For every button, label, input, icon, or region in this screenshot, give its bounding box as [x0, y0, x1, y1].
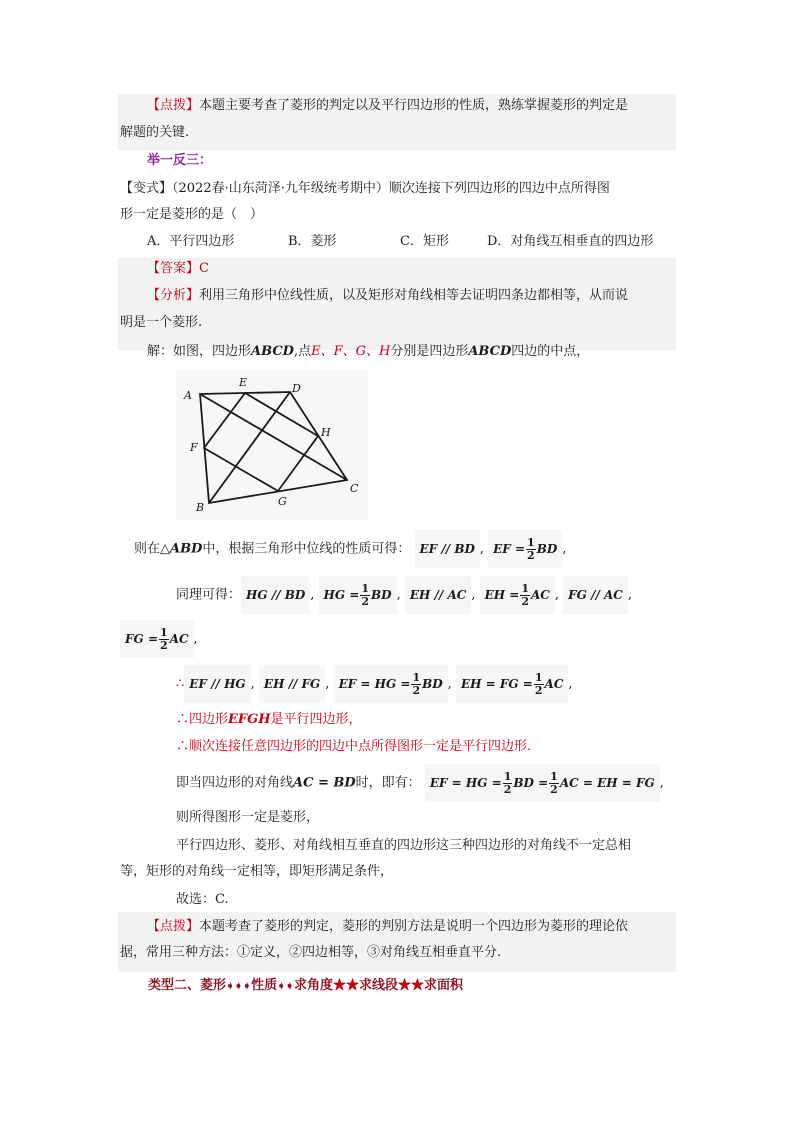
option-a: A．平行四边形 — [147, 234, 235, 249]
math-all-equal: EF = HG = $\frac{1}{2}$ BD = $\frac{1}{2}$ AC = EH = FG — [425, 764, 660, 802]
tip1-text-a: 本题主要考查了菱形的判定以及平行四边形的性质，熟练掌握菱形的判定是 — [199, 98, 629, 113]
solution-line10: 故选：C. — [176, 892, 229, 907]
line5-a: ∴四边形 — [176, 712, 229, 727]
line5-b: 是平行四边形， — [270, 712, 362, 727]
math-hg-parallel-bd: HG // BD — [241, 576, 310, 614]
line1-a: 则在 — [134, 541, 161, 557]
label-a: A — [184, 389, 192, 402]
midpoints: E、F、G、H — [311, 344, 391, 359]
solution-line8: 则所得图形一定是菱形， — [176, 810, 320, 825]
answer-line — [147, 260, 209, 278]
line1-b: 中，根据三角形中位线的性质可得： — [202, 541, 411, 557]
quad-abcd-2: ABCD — [468, 344, 512, 359]
arrow-icon-1: ➧➧➧ — [226, 981, 252, 992]
option-b: B．菱形 — [288, 234, 337, 249]
math-ac-eq-bd: AC = BD — [293, 775, 356, 791]
variant-line2 — [120, 206, 263, 224]
math-eh-half-ac: EH = $\frac{1}{2}$ AC — [480, 576, 555, 614]
answer-value: C — [199, 261, 209, 276]
label-c: C — [350, 482, 359, 495]
math-ef-parallel-bd: EF // BD — [415, 530, 480, 568]
star-icons-1: ★★ — [332, 978, 359, 993]
solution-line9a: 平行四边形、菱形、对角线相互垂直的四边形这三种四边形的对角线不一定总相 — [176, 838, 632, 853]
property-label: 性质 — [251, 978, 278, 993]
analysis-line2 — [120, 314, 202, 332]
find-area-label: 求面积 — [424, 978, 464, 993]
label-e: E — [239, 376, 248, 389]
solution-intro — [147, 343, 589, 361]
tip1-line1 — [147, 97, 628, 115]
tip1-text-b: 解题的关键. — [120, 125, 190, 140]
tip1-label: 【点拨】 — [147, 98, 200, 113]
answer-label: 【答案】 — [147, 261, 200, 276]
solution-line9b: 等，矩形的对角线一定相等，即矩形满足条件， — [120, 864, 394, 879]
math-eh-fg-half-ac: EH = FG = $\frac{1}{2}$ AC — [456, 665, 568, 703]
line7-a: 即当四边形的对角线 — [176, 775, 294, 791]
option-d: D．对角线互相垂直的四边形 — [487, 234, 654, 249]
therefore-1: ∴ — [176, 676, 185, 692]
math-ef-parallel-hg: EF // HG — [184, 665, 250, 703]
solution-intro-a: 解：如图，四边形 — [147, 344, 252, 359]
line2-a: 同理可得： — [176, 587, 242, 603]
solution-line6: ∴顺次连接任意四边形的四边中点所得图形一定是平行四边形. — [176, 739, 532, 754]
solution-line2: 同理可得： HG // BD , HG = $\frac{1}{2}$ BD , EH // AC , EH = $\frac{1}{2}$ AC , FG // AC , — [176, 576, 632, 610]
math-eh-parallel-fg: EH // FG — [259, 665, 325, 703]
label-g: G — [278, 495, 287, 508]
solution-line4: ∴ EF // HG , EH // FG , EF = HG = $\frac{1}{2}$ BD , EH = FG = $\frac{1}{2}$ AC , — [176, 665, 573, 699]
quadrilateral-figure — [176, 370, 368, 520]
tip1-line2 — [120, 124, 189, 142]
solution-intro-b: ,点 — [293, 344, 312, 359]
quad-efgh: EFGH — [228, 712, 271, 727]
math-fg-parallel-ac: FG // AC — [563, 576, 628, 614]
variant-line1 — [120, 180, 610, 198]
tip2-text-a: 本题考查了菱形的判定，菱形的判别方法是说明一个四边形为菱形的理论依 — [199, 919, 629, 934]
solution-line7: 即当四边形的对角线AC = BD时，即有： EF = HG = $\frac{1}{2}$ BD = $\frac{1}{2}$ AC = EH = FG , — [176, 764, 664, 798]
quad-abcd: ABCD — [251, 344, 294, 359]
tip2-label: 【点拨】 — [147, 919, 200, 934]
section-heading: 举一反三： — [147, 153, 213, 168]
solution-line5 — [176, 711, 362, 729]
analysis-text-a: 利用三角形中位线性质，以及矩形对角线相等去证明四条边都相等，从而说 — [199, 288, 629, 303]
tip2-text-b: 据，常用三种方法：①定义，②四边相等，③对角线互相垂直平分. — [120, 945, 502, 960]
analysis-text-b: 明是一个菱形. — [120, 315, 203, 330]
label-b: B — [196, 501, 205, 514]
solution-intro-c: 分别是四边形 — [390, 344, 469, 359]
math-ef-half-bd: EF = $\frac{1}{2}$ BD — [488, 530, 562, 568]
option-c: C．矩形 — [400, 234, 449, 249]
diagonal-bd — [209, 392, 290, 503]
type-label: 类型二、菱形 — [148, 978, 227, 993]
label-f: F — [190, 441, 198, 454]
analysis-line1 — [147, 287, 628, 305]
find-segment-label: 求线段 — [358, 978, 398, 993]
type-heading — [148, 977, 463, 996]
line7-b: 时，即有： — [355, 775, 421, 791]
label-h: H — [321, 426, 331, 439]
math-ef-hg-half-bd: EF = HG = $\frac{1}{2}$ BD — [334, 665, 448, 703]
variant-label: 【变式】 — [120, 181, 173, 196]
triangle-abd: △ABD — [160, 541, 203, 557]
math-hg-half-bd: HG = $\frac{1}{2}$ BD — [319, 576, 397, 614]
tip2-line1 — [147, 918, 628, 936]
tip2-line2 — [120, 944, 501, 962]
solution-intro-d: 四边的中点， — [511, 344, 590, 359]
math-eh-parallel-ac: EH // AC — [405, 576, 471, 614]
solution-line3: FG = $\frac{1}{2}$ AC , — [120, 620, 198, 654]
math-fg-half-ac: FG = $\frac{1}{2}$ AC — [120, 620, 194, 658]
variant-text-b: 形一定是菱形的是（ ） — [120, 207, 264, 222]
label-d: D — [292, 382, 301, 395]
solution-line1: 则在△ABD中，根据三角形中位线的性质可得： EF // BD , EF = $\frac{1}{2}$ BD , — [134, 530, 566, 564]
variant-text-a: （2022春·山东菏泽·九年级统考期中）顺次连接下列四边形的四边中点所得图 — [172, 181, 610, 196]
analysis-label: 【分析】 — [147, 288, 200, 303]
star-icons-2: ★★ — [397, 978, 424, 993]
arrow-icon-2: ➧➧ — [277, 981, 294, 992]
find-angle-label: 求角度 — [293, 978, 333, 993]
quadrilateral-diagram — [176, 370, 368, 520]
